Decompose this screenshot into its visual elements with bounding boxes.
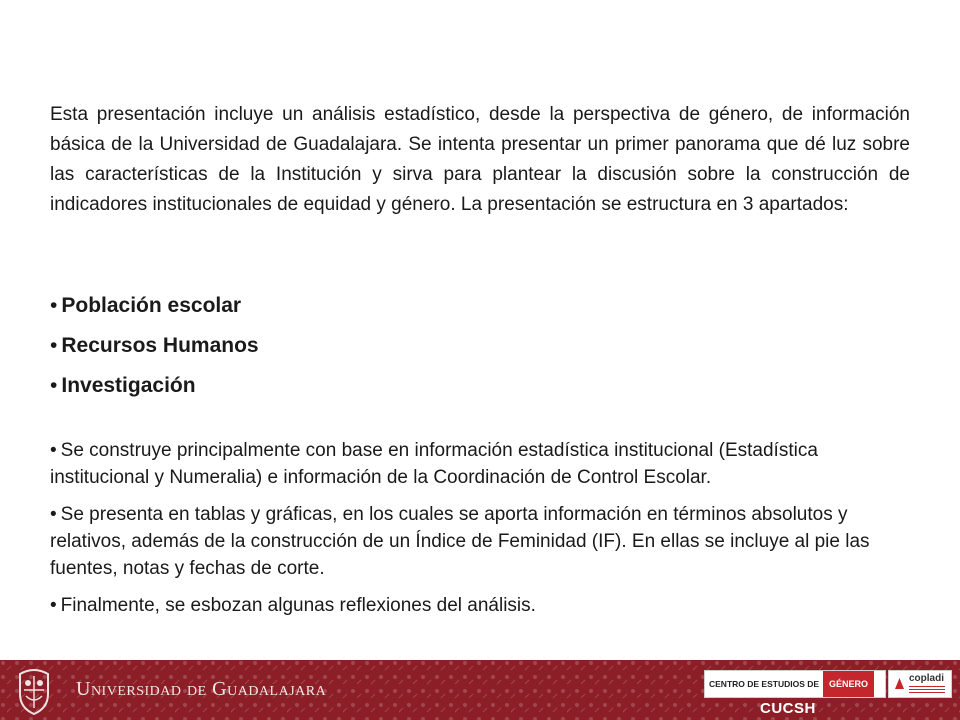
note-text: Se construye principalmente con base en información estadística institucional (Estadística institucional y Numeralia) e información de la Coordinación de Control Escolar. xyxy=(50,440,818,488)
footer-band xyxy=(0,660,960,720)
topic-item xyxy=(50,326,910,366)
university-crest-icon xyxy=(14,664,54,716)
topics-list xyxy=(50,286,910,406)
note-text: Se presenta en tablas y gráficas, en los cuales se aporta información en términos absolutos y relativos, además de la construcción de un Índice de Feminidad (IF). En ellas se incluye al pie las fuentes, notas y fechas de corte. xyxy=(50,504,870,579)
coplad-logo-icon xyxy=(893,676,906,691)
topic-label: Recursos Humanos xyxy=(61,334,259,357)
gender-center-logo xyxy=(704,670,886,698)
topic-item xyxy=(50,366,910,406)
topic-label: Investigación xyxy=(61,374,196,397)
bullet-icon: • xyxy=(50,595,57,616)
division-name: CUCSH xyxy=(760,700,816,717)
coplad-subtitle-lines xyxy=(909,686,945,694)
bullet-icon: • xyxy=(50,440,57,461)
note-item xyxy=(50,437,900,491)
note-item xyxy=(50,501,900,582)
bullet-icon: • xyxy=(50,334,58,357)
center-name: CENTRO DE ESTUDIOS DE xyxy=(709,679,820,689)
topic-item xyxy=(50,286,910,326)
topic-label: Población escolar xyxy=(61,294,242,317)
note-item xyxy=(50,592,900,619)
note-text: Finalmente, se esbozan algunas reflexiones del análisis. xyxy=(60,595,536,616)
center-highlight: GÉNERO xyxy=(823,671,874,697)
coplad-name: copladi xyxy=(909,673,945,684)
bullet-icon: • xyxy=(50,294,58,317)
coplad-logo xyxy=(888,670,952,698)
bullet-icon: • xyxy=(50,374,58,397)
notes-list xyxy=(50,437,900,629)
bullet-icon: • xyxy=(50,504,57,525)
university-name: Universidad de Guadalajara xyxy=(76,678,327,700)
intro-paragraph: Esta presentación incluye un análisis estadístico, desde la perspectiva de género, de información básica de la Universidad de Guadalajara. Se intenta presentar un primer panorama que dé luz sobre las características de la Institución y sirva para plantear la discusión sobre la construcción de indicadores institucionales de equidad y género. La presentación se estructura en 3 apartados: xyxy=(50,104,910,215)
